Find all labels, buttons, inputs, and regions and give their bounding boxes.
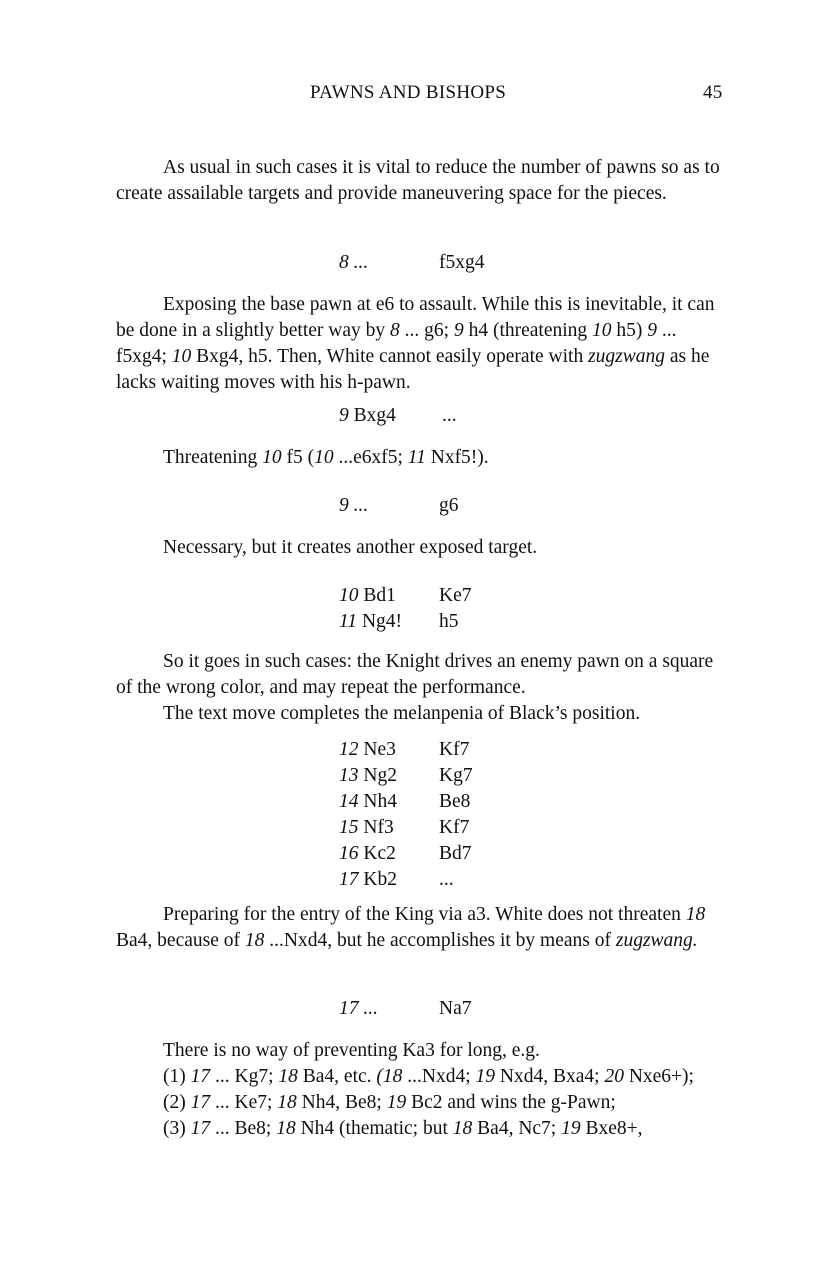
- paragraph-6: Preparing for the entry of the King via a3. White does not threaten 18 Ba4, because of 18 ...Nxd4, but he accomplishes it by means of zugzwang.: [116, 904, 706, 951]
- moves-10-11-black: Ke7 h5: [439, 585, 472, 632]
- move-row: 17 Kb2: [339, 869, 397, 890]
- paragraph-7: There is no way of preventing Ka3 for long, e.g. (1) 17 ... Kg7; 18 Ba4, etc. (18 ...Nxd4; 19 Nxd4, Bxa4; 20 Nxe6+); (2) 17 ... Ke7; 18 Nh4, Be8; 19 Bc2 and wins the g-Pawn; (3) 17 ... Be8; 18 Nh4 (thematic; but 18 Ba4, Nc7; 19 Bxe8+,: [163, 1040, 694, 1139]
- moves-12-17-black: Kf7 Kg7 Be8 Kf7 Bd7 ...: [439, 739, 473, 890]
- moves-10-11-white: [339, 583, 402, 635]
- paragraph-1: As usual in such cases it is vital to reduce the number of pawns so as to create assailable targets and provide maneuvering space for the pieces.: [116, 157, 720, 204]
- move-row: 13 Ng2: [339, 765, 397, 786]
- page-number: 45: [703, 82, 723, 103]
- move-8-black: f5xg4: [439, 252, 485, 273]
- paragraph-4: Necessary, but it creates another exposed target.: [163, 537, 538, 558]
- move-9-black-placeholder: ...: [442, 405, 457, 426]
- move-row: 11 Ng4!: [339, 611, 403, 632]
- move-row: 15 Nf3: [339, 817, 394, 838]
- move-17-black-num: 17 ...: [339, 998, 378, 1019]
- move-row: 16 Kc2: [339, 843, 396, 864]
- move-9-white: 9 Bxg4: [339, 405, 396, 426]
- paragraph-3: Threatening 10 f5 (10 ...e6xf5; 11 Nxf5!).: [163, 447, 489, 468]
- paragraph-5: So it goes in such cases: the Knight drives an enemy pawn on a square of the wrong color, and may repeat the performance. The text move completes the melanpenia of Black’s position.: [116, 651, 714, 724]
- move-8-black-num: 8 ...: [339, 252, 369, 273]
- move-9-black: g6: [439, 495, 459, 516]
- paragraph-2: Exposing the base pawn at e6 to assault. While this is inevitable, it can be done in a slightly better way by 8 ... g6; 9 h4 (threatening 10 h5) 9 ... f5xg4; 10 Bxg4, h5. Then, White cannot easily operate with zugzwang as he lacks waiting moves with his h-pawn.: [116, 294, 715, 393]
- move-row: 14 Nh4: [339, 791, 397, 812]
- move-row: 10 Bd1: [339, 585, 396, 606]
- move-17-black: Na7: [439, 998, 472, 1019]
- moves-12-17-white: [339, 737, 397, 893]
- move-9-black-num: 9 ...: [339, 495, 369, 516]
- move-row: 12 Ne3: [339, 739, 396, 760]
- running-header-title: PAWNS AND BISHOPS: [310, 82, 507, 103]
